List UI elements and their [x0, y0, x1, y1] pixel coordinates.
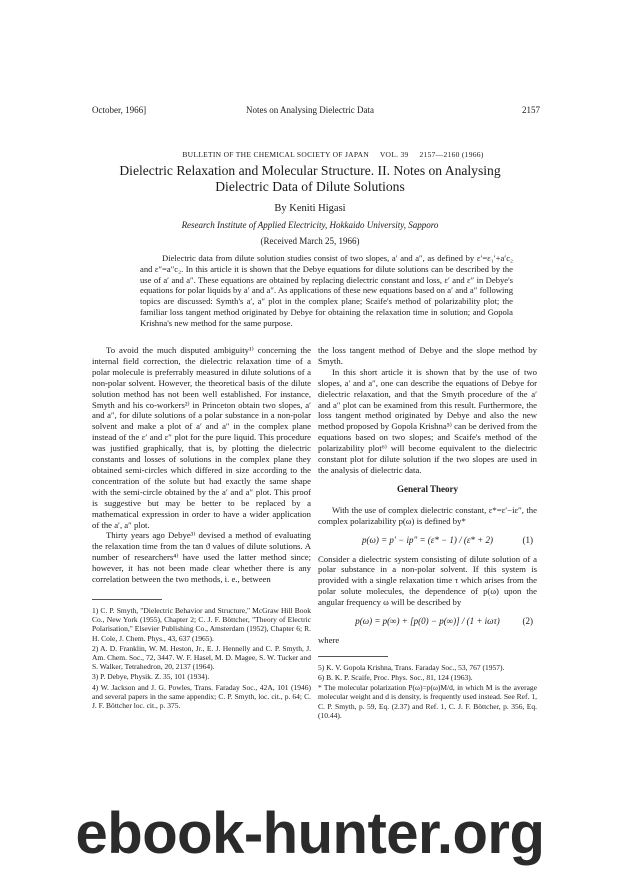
affiliation: Research Institute of Applied Electricity, Hokkaido University, Sapporo: [181, 220, 439, 230]
right-column: [318, 345, 537, 721]
author: By Keniti Higasi: [274, 203, 346, 214]
equation-1: [318, 535, 537, 546]
paper-title: [80, 163, 540, 195]
section-title: General Theory: [396, 483, 459, 494]
paragraph: In this short article it is shown that by the use of two slopes, a′ and a″, one can describe the equations of Debye for dielectric relaxation, and that the Smyth procedure of the a′ and a″ plot can be examined from this result. Furthermore, the loss tangent method originated by Debye and also the new method proposed by Gopola Krishna⁵⁾ can be derived from the equations based on two slopes; and Scaife's method of the polarizability plot⁶⁾ will become equivalent to the dielectric constant plot for dilute solution if the two slopes are used in the analysis of dielectric data.: [318, 366, 537, 475]
footnotes-right: [318, 663, 537, 720]
equation-1-body: p(ω) = p′ − ip″ = (ε* − 1) / (ε* + 2): [361, 534, 493, 545]
header-date: October, 1966]: [92, 105, 147, 115]
equation-2-body: p(ω) = p(∞) + [p(0) − p(∞)] / (1 + iωτ): [355, 616, 500, 627]
paragraph: Consider a dielectric system consisting of dilute solution of a polar substance in a non-polar solvent. If this system is provided with a single relaxation time τ which arises from the polar solute molecules, the dependence of p(ω) upon the angular frequency ω will be described by: [318, 553, 537, 608]
footnote: 6) B. K. P. Scaife, Proc. Phys. Soc., 81, 124 (1963).: [318, 673, 473, 683]
footnote-rule: [92, 599, 162, 600]
header-running-title: Notes on Analysing Dielectric Data: [246, 105, 374, 115]
paragraph: Thirty years ago Debye³⁾ devised a method of evaluating the relaxation time from the tan ϑ values of dilute solutions. A number of researchers⁴⁾ have used the latter method since; however, it has not been made clear whether there is any correlation between the two methods, i. e., between: [92, 530, 311, 585]
footnote: * The molecular polarization P(ω)=p(ω)M/d, in which M is the average molecular weight and d is density, is frequently used instead. See Ref. 1, C. P. Smyth, p. 59, Eq. (2.37) and Ref. 1, C. J. F. Böttcher, p. 356, Eq. (10.44).: [318, 683, 537, 720]
paragraph: With the use of complex dielectric constant, ε*=ε′−iε″, the complex polarizability p(ω) is defined by*: [318, 504, 537, 526]
footnote: 4) W. Jackson and J. G. Powles, Trans. Faraday Soc., 42A, 101 (1946) and several papers in the same appendix; C. P. Smyth, loc. cit., p. 64; C. J. F. Böttcher loc. cit., p. 375.: [92, 682, 311, 710]
footnote-rule: [318, 656, 388, 657]
title-line-2: Dielectric Data of Dilute Solutions: [215, 179, 405, 194]
equation-1-number: (1): [522, 534, 533, 545]
header-page-number: 2157: [522, 105, 540, 115]
footnotes-left: [92, 606, 311, 710]
left-column: [92, 345, 311, 711]
paragraph: the loss tangent method of Debye and the slope method by Smyth.: [318, 345, 537, 366]
where-label: where: [318, 634, 340, 645]
journal-line: BULLETIN OF THE CHEMICAL SOCIETY OF JAPAN VOL. 39 2157—2160 (1966): [182, 150, 484, 159]
footnote: 2) A. D. Franklin, W. M. Heston, Jr., E. J. Hennelly and C. P. Smyth, J. Am. Chem. Soc., 72, 3447. W. F. Hasel, M. D. Magee, S. W. Tucker and S. Walker, Tetrahedron, 20, 2137 (1964).: [92, 643, 311, 672]
footnote: 5) K. V. Gopola Krishna, Trans. Faraday Soc., 53, 767 (1957).: [318, 662, 505, 672]
equation-2: [318, 616, 537, 627]
footnote: 3) P. Debye, Physik. Z. 35, 101 (1934).: [92, 672, 210, 682]
title-line-1: Dielectric Relaxation and Molecular Structure. II. Notes on Analysing: [119, 163, 501, 178]
footnote: 1) C. P. Smyth, "Dielectric Behavior and Structure," McGraw Hill Book Co., New York (1955), Chapter 2; C. J. F. Böttcher, "Theory of Electric Polarisation," Elsevier Publishing Co., Amsterdam (1952), Chapter 6; R. H. Cole, J. Chem. Phys., 43, 637 (1965).: [92, 605, 311, 643]
abstract: Dielectric data from dilute solution studies consist of two slopes, a′ and a″, as defined by ε′=ε₁′+a′c₂ and ε″=a″c₂. In this article it is shown that the Debye equations for dilute solutions can be described by the use of a′ and a″. These equations are obtained by replacing dielectric constant and loss, ε′ and ε″ in Debye's equations for polar liquids by a′ and a″. As applications of these new equations based on a′ and a″ following topics are discussed: Symth's a′, a″ plot in the complex plane; Scaife's method of polarizability plot; the familiar loss tangent method originated by Debye for obtaining the relaxation time in solution; and Gopola Krishna's new method for the same purpose.: [140, 253, 513, 328]
paragraph: To avoid the much disputed ambiguity¹⁾ concerning the internal field correction, the dielectric relaxation time of a polar molecule is preferrably measured in dilute solutions of a non-polar solvent. However, the theoretical basis of the dilute solution method has not been well established. For instance, Smyth and his co-workers²⁾ in Princeton obtain two slopes, a′ and a″, for dilute solutions of a polar substance in a non-polar solvent and make a plot of a′ and a″ in the complex plane instead of the ε′ and ε″ plot for the pure liquid. This procedure was justified graphically, that is, by plotting the dielectric constants and losses of solutions in the complex plane they obtained semi-circles which differed in size according to the concentration of the solute but had exactly the same shape with the semi-circle obtained by the a′ and a″ plot. This proof is suggestive but may be better to be replaced by a mathematical expression in order to have a wider application of the a′, a″ plot.: [92, 345, 311, 530]
received-date: (Received March 25, 1966): [260, 236, 360, 246]
watermark: ebook-hunter.org: [75, 801, 545, 866]
equation-2-number: (2): [522, 616, 533, 627]
